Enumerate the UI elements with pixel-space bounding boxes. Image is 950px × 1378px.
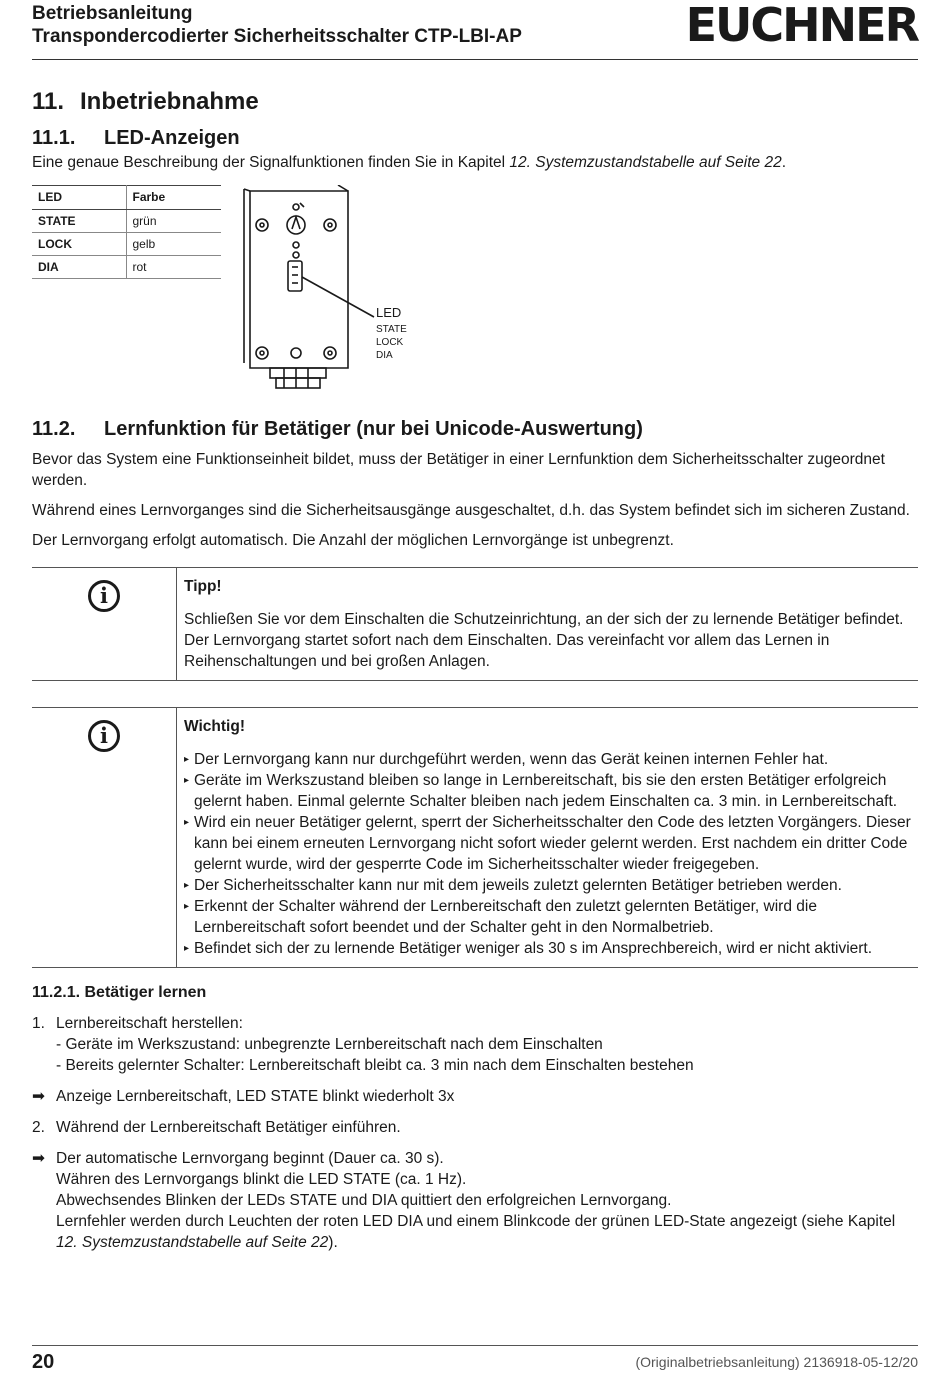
table-header-row <box>32 186 221 210</box>
list-item: ▸ Der Sicherheitsschalter kann nur mit dem jeweils zuletzt gelernten Betätiger betrieben werden. <box>184 875 918 896</box>
chapter-reference[interactable]: 12. Systemzustandstabelle auf Seite 22 <box>509 154 782 171</box>
result-2 <box>32 1148 918 1253</box>
diagram-led-label: LED <box>376 305 402 320</box>
diagram-state-label: STATE <box>376 324 407 335</box>
section-11-2-1-heading: 11.2.1. Betätiger lernen <box>32 984 207 1001</box>
paragraph: Während eines Lernvorganges sind die Sicherheitsausgänge ausgeschaltet, d.h. das System befindet sich im sicheren Zustand. <box>32 502 910 519</box>
important-title: Wichtig! <box>184 718 245 735</box>
page-number: 20 <box>32 1351 55 1373</box>
step-1 <box>32 1013 918 1076</box>
switch-diagram <box>240 185 440 397</box>
paragraph: Der Lernvorgang erfolgt automatisch. Die Anzahl der möglichen Lernvorgänge ist unbegrenzt. <box>32 532 674 549</box>
section-11-2-heading: 11.2. Lernfunktion für Betätiger (nur bei Unicode-Auswertung) <box>32 418 643 440</box>
doc-title: Betriebsanleitung <box>32 3 193 24</box>
info-icon: i <box>88 720 120 752</box>
led-color: rot <box>126 256 221 279</box>
list-item: ▸ Der Lernvorgang kann nur durchgeführt werden, wenn das Gerät keinen internen Fehler hat. <box>184 749 918 770</box>
diagram-dia-label: DIA <box>376 350 393 361</box>
result-text: Anzeige Lernbereitschaft, LED STATE blinkt wiederholt 3x <box>56 1088 455 1105</box>
doc-subtitle: Transpondercodierter Sicherheitsschalter CTP-LBI-AP <box>32 26 522 47</box>
list-item: ▸ Befindet sich der zu lernende Betätiger weniger als 30 s im Ansprechbereich, wird er nicht aktiviert. <box>184 938 918 959</box>
list-item: ▸ Erkennt der Schalter während der Lernbereitschaft den zuletzt gelernten Betätiger, wird die Lernbereitschaft sofort beendet und der Schalter geht in den Normalbetrieb. <box>184 896 918 938</box>
page-content <box>32 86 918 1263</box>
result-text: Der automatische Lernvorgang beginnt (Dauer ca. 30 s). <box>56 1150 444 1167</box>
info-icon: i <box>88 580 120 612</box>
important-list <box>184 749 918 959</box>
list-item: ▸ Geräte im Werkszustand bleiben so lange in Lernbereitschaft, bis sie den ersten Betätiger erfolgreich gelernt haben. Einmal gelernte Schalter bleiben nach jedem Einschalten ca. 3 min. in Lernbereitschaft. <box>184 770 918 812</box>
column-header: LED <box>32 186 126 210</box>
result-text: Abwechsendes Blinken der LEDs STATE und DIA quittiert den erfolgreichen Lernvorgang. <box>56 1192 672 1209</box>
result-text: Lernfehler werden durch Leuchten der roten LED DIA und einem Blinkcode der grünen LED-State angezeigt (siehe Kapitel 12. Systemzustandstabelle auf Seite 22). <box>56 1213 896 1251</box>
step-2 <box>32 1117 918 1138</box>
led-name: STATE <box>32 210 126 233</box>
led-intro: Eine genaue Beschreibung der Signalfunktionen finden Sie in Kapitel 12. Systemzustandstabelle auf Seite 22. <box>32 154 786 171</box>
tip-title: Tipp! <box>184 578 222 595</box>
step-text: Lernbereitschaft herstellen: <box>56 1015 243 1032</box>
arrow-right-icon: ➡ <box>32 1088 45 1105</box>
paragraph: Bevor das System eine Funktionseinheit bildet, muss der Betätiger in einer Lernfunktion dem Sicherheitsschalter zugeordnet werden. <box>32 451 885 489</box>
document-reference: (Originalbetriebsanleitung) 2136918-05-12/20 <box>635 1354 918 1370</box>
result-text: Währen des Lernvorgangs blinkt die LED STATE (ca. 1 Hz). <box>56 1171 467 1188</box>
led-table <box>32 185 221 279</box>
tip-text: Schließen Sie vor dem Einschalten die Schutzeinrichtung, an der sich der zu lernende Betätiger befindet. Der Lernvorgang startet sofort nach dem Einschalten. Das vereinfacht vor allem das Lernen in Reihenschaltungen und bei großen Anlagen. <box>184 611 904 670</box>
arrow-right-icon: ➡ <box>32 1150 45 1167</box>
led-color: grün <box>126 210 221 233</box>
header-divider <box>32 59 918 60</box>
section-11-heading: 11. Inbetriebnahme <box>32 88 259 115</box>
result-1 <box>32 1086 918 1107</box>
led-name: DIA <box>32 256 126 279</box>
chapter-reference[interactable]: 12. Systemzustandstabelle auf Seite 22 <box>56 1234 329 1251</box>
table-row <box>32 210 221 233</box>
step-number: 1. <box>32 1015 45 1032</box>
step-text: Während der Lernbereitschaft Betätiger einführen. <box>56 1119 401 1136</box>
footer-divider <box>32 1345 918 1346</box>
table-row <box>32 256 221 279</box>
list-item: ▸ Wird ein neuer Betätiger gelernt, sperrt der Sicherheitsschalter den Code des letzten Vorgängers. Dieser kann bei einem erneuten Lernvorgang nicht sofort wieder gelernt werden. Erst nachdem ein dritter Code gelernt wurde, wird der gesperrte Code im Sicherheitsschalter wieder freigegeben. <box>184 812 918 875</box>
tip-box <box>32 567 918 681</box>
led-section <box>32 185 918 415</box>
diagram-lock-label: LOCK <box>376 337 404 348</box>
euchner-logo: EUCHNER <box>685 0 918 52</box>
column-header: Farbe <box>126 186 221 210</box>
led-name: LOCK <box>32 233 126 256</box>
section-11-1-heading: 11.1. LED-Anzeigen <box>32 127 240 149</box>
step-detail: - Geräte im Werkszustand: unbegrenzte Lernbereitschaft nach dem Einschalten <box>56 1036 603 1053</box>
step-number: 2. <box>32 1119 45 1136</box>
note-divider <box>176 708 177 967</box>
note-divider <box>176 568 177 680</box>
led-color: gelb <box>126 233 221 256</box>
step-detail: - Bereits gelernter Schalter: Lernbereitschaft bleibt ca. 3 min nach dem Einschalten bestehen <box>56 1057 694 1074</box>
important-box <box>32 707 918 968</box>
table-row <box>32 233 221 256</box>
page-header <box>32 2 918 58</box>
